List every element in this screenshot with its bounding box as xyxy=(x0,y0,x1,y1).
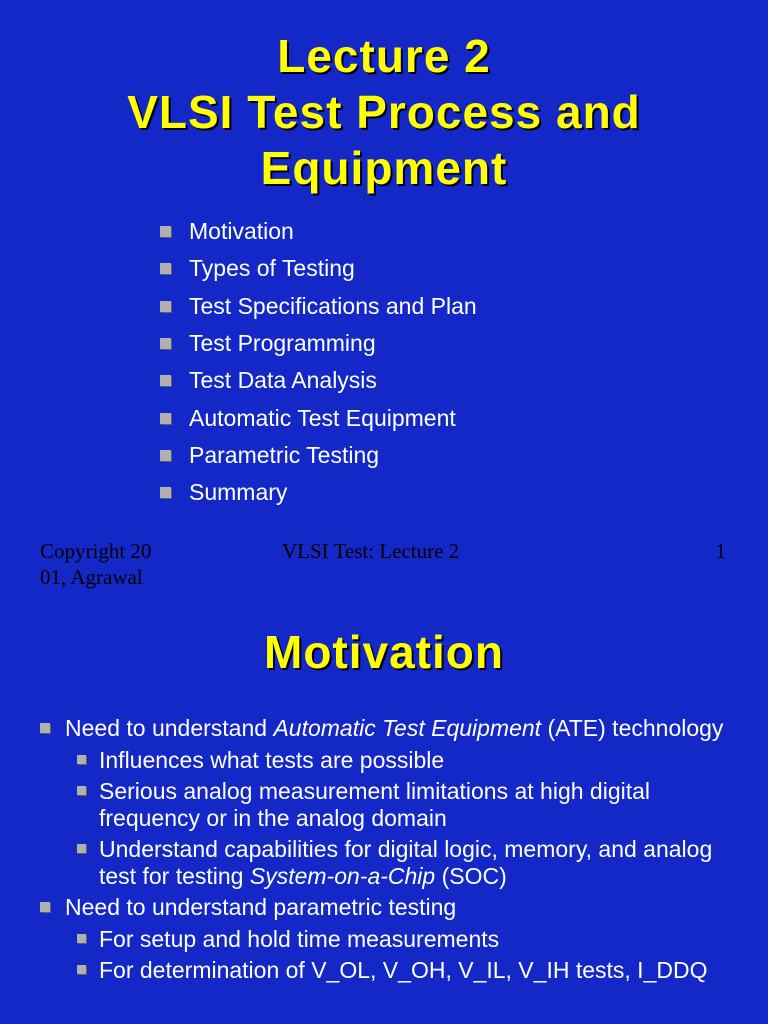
square-bullet-icon xyxy=(77,844,86,853)
square-bullet-icon xyxy=(160,338,171,349)
outline-item xyxy=(160,325,477,362)
outline-item xyxy=(160,362,477,399)
motivation-list xyxy=(40,715,740,984)
title-line-1: Motivation xyxy=(264,626,504,678)
soc-term: System-on-a-Chip xyxy=(249,862,436,889)
outline-item-label: Test Data Analysis xyxy=(189,367,377,394)
square-bullet-icon xyxy=(160,301,171,312)
square-bullet-icon xyxy=(160,450,171,461)
square-bullet-icon xyxy=(160,226,171,237)
outline-item-label: Types of Testing xyxy=(189,255,355,282)
title-line-2: VLSI Test Process and xyxy=(127,86,641,138)
slide-footer xyxy=(0,538,768,590)
sub-list-item: Influences what tests are possible xyxy=(40,747,740,774)
footer-copyright: Copyright 20 01, Agrawal xyxy=(40,539,152,589)
outline-item-label: Automatic Test Equipment xyxy=(189,404,456,431)
sub-list-item: Serious analog measurement limitations at high digital frequency or in the analog domain xyxy=(40,778,740,831)
slide-1-title xyxy=(0,28,768,196)
slide-2-title xyxy=(0,624,768,680)
square-bullet-icon xyxy=(40,723,50,733)
square-bullet-icon xyxy=(160,263,171,274)
outline-list xyxy=(160,213,477,511)
footer-title: VLSI Test: Lecture 2 xyxy=(282,539,460,563)
outline-item-label: Test Specifications and Plan xyxy=(189,292,477,319)
outline-item xyxy=(160,213,477,250)
slide-2 xyxy=(0,590,768,1024)
outline-item-label: Test Programming xyxy=(189,330,376,357)
list-item: Need to understand parametric testing xyxy=(40,894,740,921)
outline-item xyxy=(160,437,477,474)
list-item: Need to understand Automatic Test Equipment (ATE) technology xyxy=(40,715,740,742)
outline-item-label: Motivation xyxy=(189,218,294,245)
title-line-1: Lecture 2 xyxy=(277,30,491,82)
outline-item-label: Parametric Testing xyxy=(189,441,380,468)
square-bullet-icon xyxy=(77,755,86,764)
square-bullet-icon xyxy=(40,902,50,912)
square-bullet-icon xyxy=(77,934,86,943)
square-bullet-icon xyxy=(160,375,171,386)
ate-term: Automatic Test Equipment xyxy=(273,715,542,741)
footer-page-number: 1 xyxy=(715,539,726,563)
square-bullet-icon xyxy=(77,965,86,974)
square-bullet-icon xyxy=(160,413,171,424)
outline-item xyxy=(160,288,477,325)
outline-item xyxy=(160,474,477,511)
outline-item xyxy=(160,250,477,287)
square-bullet-icon xyxy=(77,786,86,795)
sub-list-item: Understand capabilities for digital logic, memory, and analog test for testing System-on-a-Chip (SOC) xyxy=(40,836,740,889)
outline-item-label: Summary xyxy=(189,479,288,506)
outline-item xyxy=(160,399,477,436)
sub-list-item: For setup and hold time measurements xyxy=(40,926,740,953)
sub-list-item: For determination of V_OL, V_OH, V_IL, V_IH tests, I_DDQ xyxy=(40,957,740,984)
square-bullet-icon xyxy=(160,487,171,498)
title-line-3: Equipment xyxy=(260,142,508,194)
